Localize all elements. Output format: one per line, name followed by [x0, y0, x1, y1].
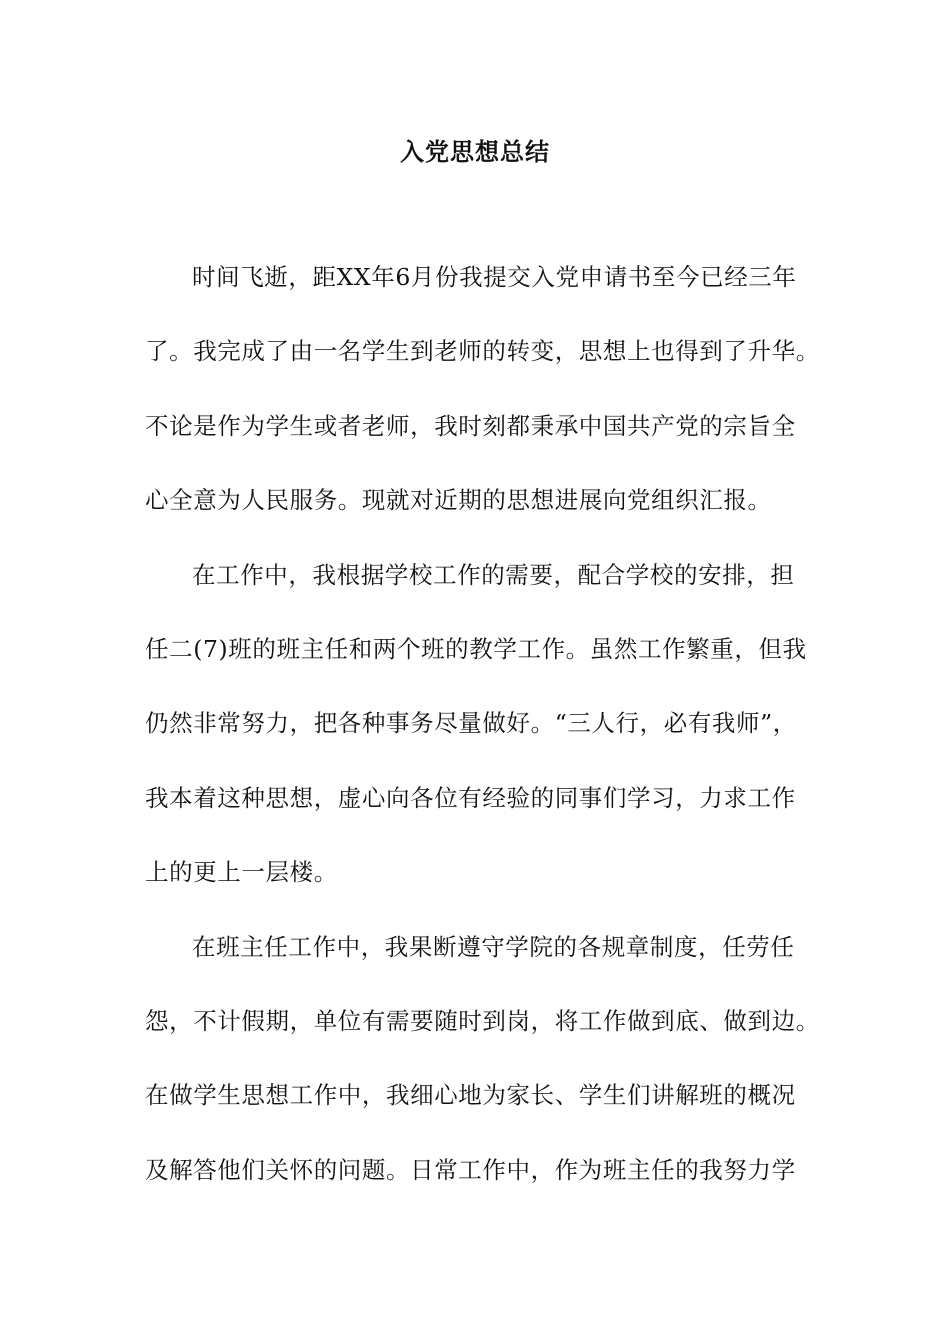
- paragraph-1-line-3: 不论是作为学生或者老师，我时刻都秉承中国共产党的宗旨全: [145, 411, 796, 440]
- paragraph-2-line-1: 在工作中，我根据学校工作的需要，配合学校的安排，担: [192, 560, 795, 589]
- paragraph-3-line-2: 怨，不计假期，单位有需要随时到岗，将工作做到底、做到边。: [145, 1006, 820, 1035]
- paragraph-2-line-5: 上的更上一层楼。: [145, 858, 338, 887]
- document-body: [145, 254, 820, 1221]
- paragraph-3-line-4: 及解答他们关怀的问题。日常工作中，作为班主任的我努力学: [145, 1155, 796, 1184]
- paragraph-2-line-3: 仍然非常努力，把各种事务尽量做好。“三人行，必有我师”，: [145, 709, 797, 738]
- paragraph-1-line-1: 时间飞逝，距XX年6月份我提交入党申请书至今已经三年: [192, 263, 797, 291]
- document-title: 入党思想总结: [400, 137, 550, 166]
- paragraph-3-line-1: 在班主任工作中，我果断遵守学院的各规章制度，任劳任: [192, 932, 795, 961]
- paragraph-2-line-4: 我本着这种思想，虚心向各位有经验的同事们学习，力求工作: [145, 783, 796, 812]
- paragraph-1-line-2: 了。我完成了由一名学生到老师的转变，思想上也得到了升华。: [145, 337, 820, 366]
- paragraph-2-line-2: 任二(7)班的班主任和两个班的教学工作。虽然工作繁重，但我: [145, 634, 807, 663]
- paragraph-1-line-4: 心全意为人民服务。现就对近期的思想进展向党组织汇报。: [145, 486, 772, 515]
- paragraph-3-line-3: 在做学生思想工作中，我细心地为家长、学生们讲解班的概况: [145, 1081, 796, 1110]
